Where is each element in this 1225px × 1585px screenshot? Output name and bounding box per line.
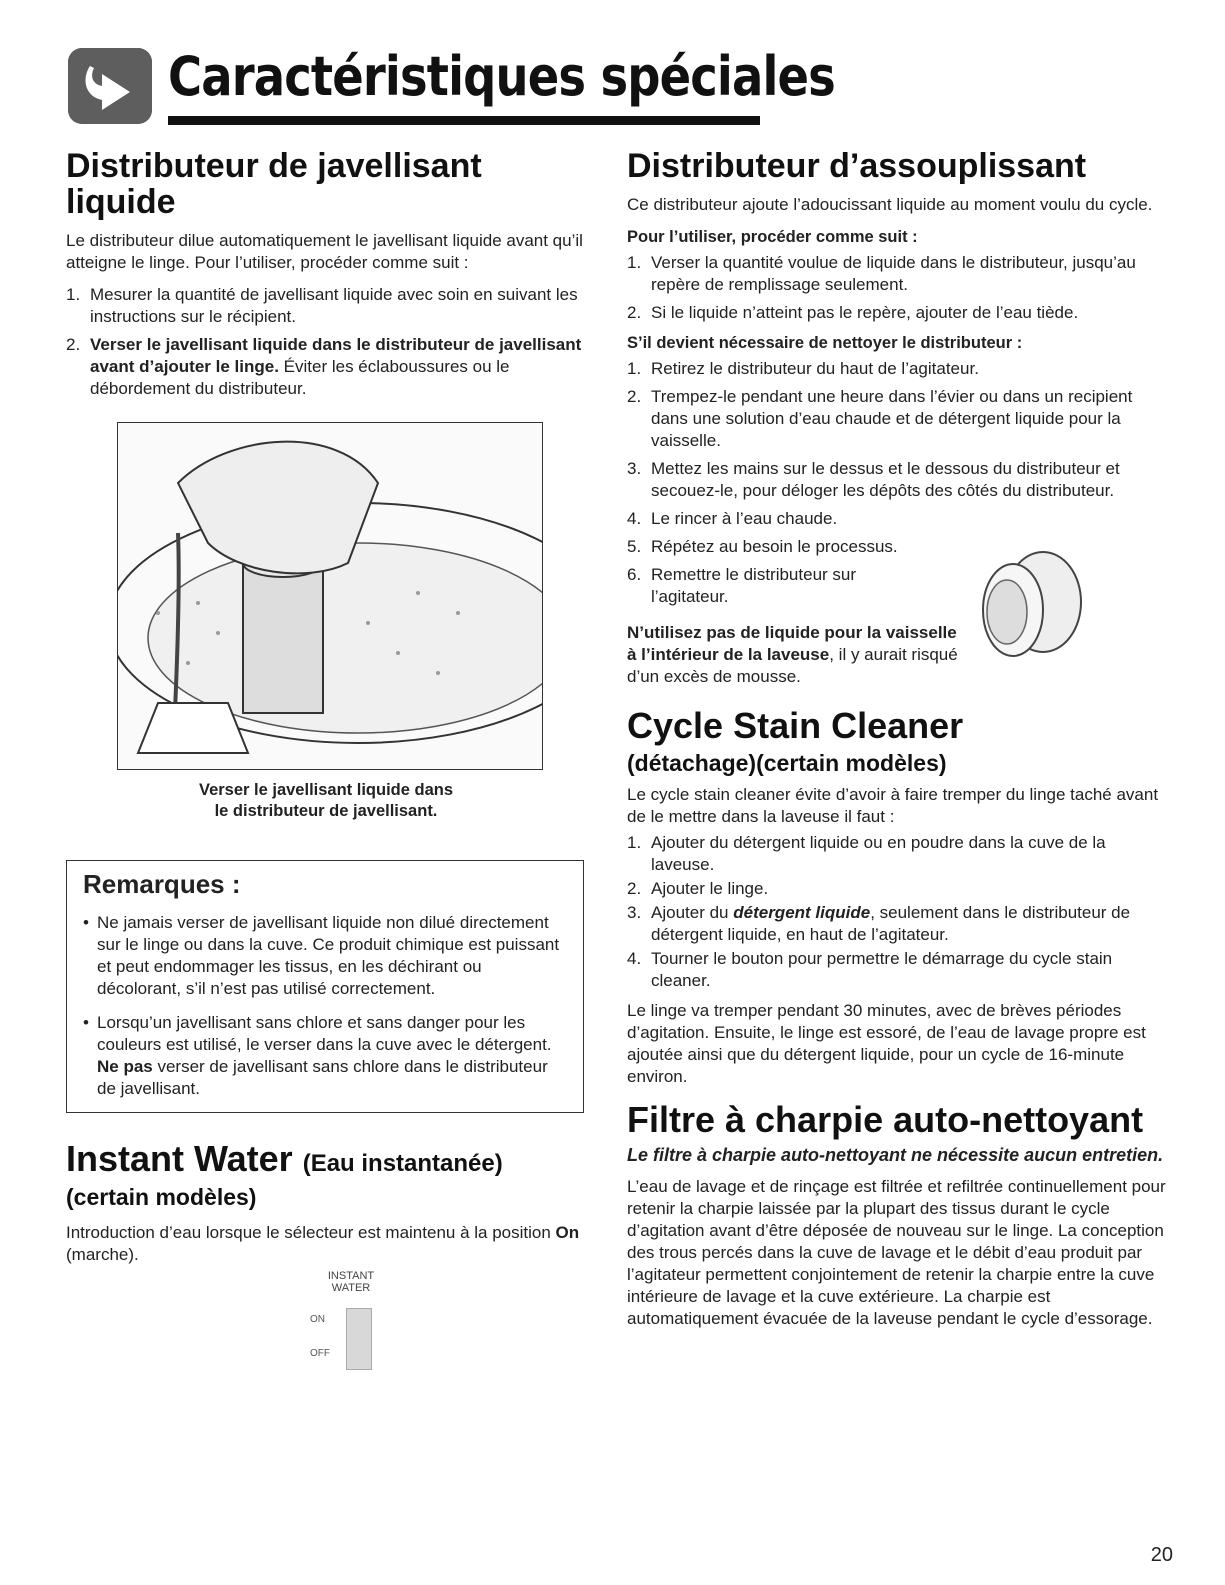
stain-subheading: (détachage)(certain modèles) bbox=[627, 750, 947, 776]
lint-subtitle: Le filtre à charpie auto-nettoyant ne nécessite aucun entretien. bbox=[627, 1145, 1164, 1165]
list-item: 3. Mettez les mains sur le dessus et le dessous du distributeur et secouez-le, pour déloger les dépôts des côtés du distributeur. bbox=[627, 459, 1120, 500]
list-item: 1. Ajouter du détergent liquide ou en poudre dans la cuve de la laveuse. bbox=[627, 833, 1106, 874]
lint-body: L’eau de lavage et de rinçage est filtrée et refiltrée continuellement pour retenir la charpie laissée par la plupart des tissus durant le cycle d’agitation avant d’être déposée de nouveau sur le linge. La conception des trous percés dans la cuve de lavage et le débit d’eau produit par l’agitateur permettent conjointement de retenir la charpie entre la cuve intérieure de lavage et la cuve extérieure. La charpie est automatiquement évacuée de la laveuse pendant le cycle d’essorage. bbox=[627, 1177, 1166, 1328]
list-item: 1. Retirez le distributeur du haut de l’agitateur. bbox=[627, 359, 979, 378]
instant-water-section bbox=[66, 1138, 586, 1370]
list-item: 5. Répétez au besoin le processus. bbox=[627, 537, 898, 556]
list-item: • Lorsqu’un javellisant sans chlore et sans danger pour les couleurs est utilisé, le verser dans la cuve avec le détergent. Ne pas verser de javellisant sans chlore dans le distributeur de javellisant. bbox=[83, 1013, 552, 1098]
bleach-intro: Le distributeur dilue automatiquement le javellisant liquide avant qu’il atteigne le linge. Pour l’utiliser, procéder comme suit : bbox=[66, 231, 583, 272]
list-item: 1. Verser la quantité voulue de liquide dans le distributeur, jusqu’au repère de remplissage seulement. bbox=[627, 253, 1136, 294]
page-header bbox=[64, 44, 835, 132]
softener-intro: Ce distributeur ajoute l’adoucissant liquide au moment voulu du cycle. bbox=[627, 195, 1153, 214]
page-title: Caractéristiques spéciales bbox=[168, 45, 835, 108]
instant-water-heading: Instant Water (Eau instantanée) bbox=[66, 1138, 503, 1179]
list-item: 2. Verser le javellisant liquide dans le distributeur de javellisant avant d’ajouter le linge. Éviter les éclaboussures ou le débordement du distributeur. bbox=[66, 335, 582, 398]
list-item: 2. Ajouter le linge. bbox=[627, 879, 769, 898]
instant-water-subheading: (certain modèles) bbox=[66, 1184, 257, 1210]
stain-outro: Le linge va tremper pendant 30 minutes, avec de brèves périodes d’agitation. Ensuite, le linge est essoré, de l’eau de lavage propre est ajoutée ainsi que du détergent liquide, pour un cycle de 16-minute environ. bbox=[627, 1001, 1146, 1086]
remarks-box bbox=[66, 860, 584, 1113]
bleach-illustration bbox=[117, 422, 543, 770]
instant-water-text: Introduction d’eau lorsque le sélecteur est maintenu à la position On (marche). bbox=[66, 1223, 580, 1264]
right-column bbox=[627, 148, 1167, 1340]
bleach-heading: Distributeur de javellisant liquide bbox=[66, 147, 482, 221]
remarks-title: Remarques : bbox=[83, 869, 241, 899]
list-item: 2. Si le liquide n’atteint pas le repère, ajouter de l’eau tiède. bbox=[627, 303, 1079, 322]
list-item: 6. Remettre le distributeur sur l’agitateur. bbox=[627, 565, 857, 606]
lint-heading: Filtre à charpie auto-nettoyant bbox=[627, 1099, 1144, 1140]
list-item: 2. Trempez-le pendant une heure dans l’évier ou dans un recipient dans une solution d’eau chaude et de détergent liquide pour la vaisselle. bbox=[627, 387, 1133, 450]
softener-warning: N’utilisez pas de liquide pour la vaisselle à l’intérieur de la laveuse, il y aurait risqué d’un excès de mousse. bbox=[627, 622, 1167, 688]
softener-clean-title: S’il devient nécessaire de nettoyer le distributeur : bbox=[627, 334, 1023, 352]
instant-water-switch: INSTANT WATER ON OFF bbox=[306, 1270, 426, 1370]
dispenser-illustration bbox=[973, 540, 1083, 670]
figure-caption: Verser le javellisant liquide dans le distributeur de javellisant. bbox=[198, 781, 454, 820]
list-item: 4. Tourner le bouton pour permettre le démarrage du cycle stain cleaner. bbox=[627, 949, 1113, 990]
bleach-steps bbox=[66, 284, 586, 400]
softener-use-title: Pour l’utiliser, procéder comme suit : bbox=[627, 228, 918, 246]
softener-heading: Distributeur d’assouplissant bbox=[627, 147, 1087, 185]
page-number: 20 bbox=[1150, 1544, 1173, 1566]
stain-intro: Le cycle stain cleaner évite d’avoir à faire tremper du linge taché avant de le mettre dans la laveuse il faut : bbox=[627, 785, 1159, 826]
arrow-icon bbox=[68, 48, 152, 124]
stain-heading: Cycle Stain Cleaner bbox=[627, 705, 964, 746]
list-item: 3. Ajouter du détergent liquide, seulement dans le distributeur de détergent liquide, en haut de l’agitateur. bbox=[627, 903, 1131, 944]
title-rule bbox=[168, 116, 760, 125]
list-item: • Ne jamais verser de javellisant liquide non dilué directement sur le linge ou dans la cuve. Ce produit chimique est puissant et peut endommager les tissus, en les déchirant ou décolorant, s’il n’est pas utilisé correctement. bbox=[83, 913, 560, 998]
list-item: 4. Le rincer à l’eau chaude. bbox=[627, 509, 838, 528]
left-column bbox=[66, 148, 586, 1370]
list-item: 1. Mesurer la quantité de javellisant liquide avec soin en suivant les instructions sur le récipient. bbox=[66, 285, 578, 326]
